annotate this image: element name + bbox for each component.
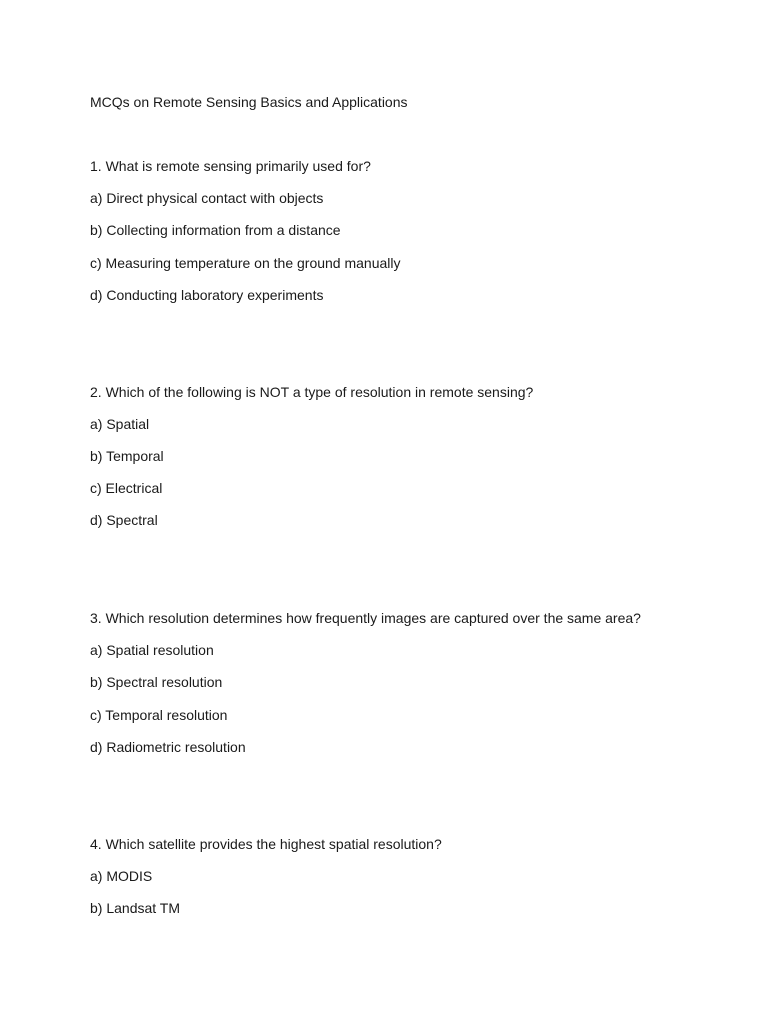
question-text: 4. Which satellite provides the highest spatial resolution?	[90, 836, 442, 852]
question-text: 1. What is remote sensing primarily used for?	[90, 158, 371, 174]
question-text: 2. Which of the following is NOT a type of resolution in remote sensing?	[90, 384, 534, 400]
answer-option: d) Spectral	[90, 512, 158, 528]
answer-option: a) MODIS	[90, 868, 153, 884]
answer-option: a) Direct physical contact with objects	[90, 190, 324, 206]
document-title: MCQs on Remote Sensing Basics and Applications	[90, 94, 408, 110]
answer-option: c) Measuring temperature on the ground manually	[90, 255, 401, 271]
answer-option: a) Spatial	[90, 416, 150, 432]
answer-option: d) Radiometric resolution	[90, 739, 246, 755]
answer-option: b) Landsat TM	[90, 900, 181, 916]
answer-option: b) Spectral resolution	[90, 674, 223, 690]
answer-option: b) Temporal	[90, 448, 164, 464]
answer-option: c) Temporal resolution	[90, 707, 228, 723]
answer-option: b) Collecting information from a distance	[90, 222, 341, 238]
answer-option: a) Spatial resolution	[90, 642, 214, 658]
question-text: 3. Which resolution determines how frequently images are captured over the same area?	[90, 610, 641, 626]
answer-option: c) Electrical	[90, 480, 163, 496]
answer-option: d) Conducting laboratory experiments	[90, 287, 324, 303]
